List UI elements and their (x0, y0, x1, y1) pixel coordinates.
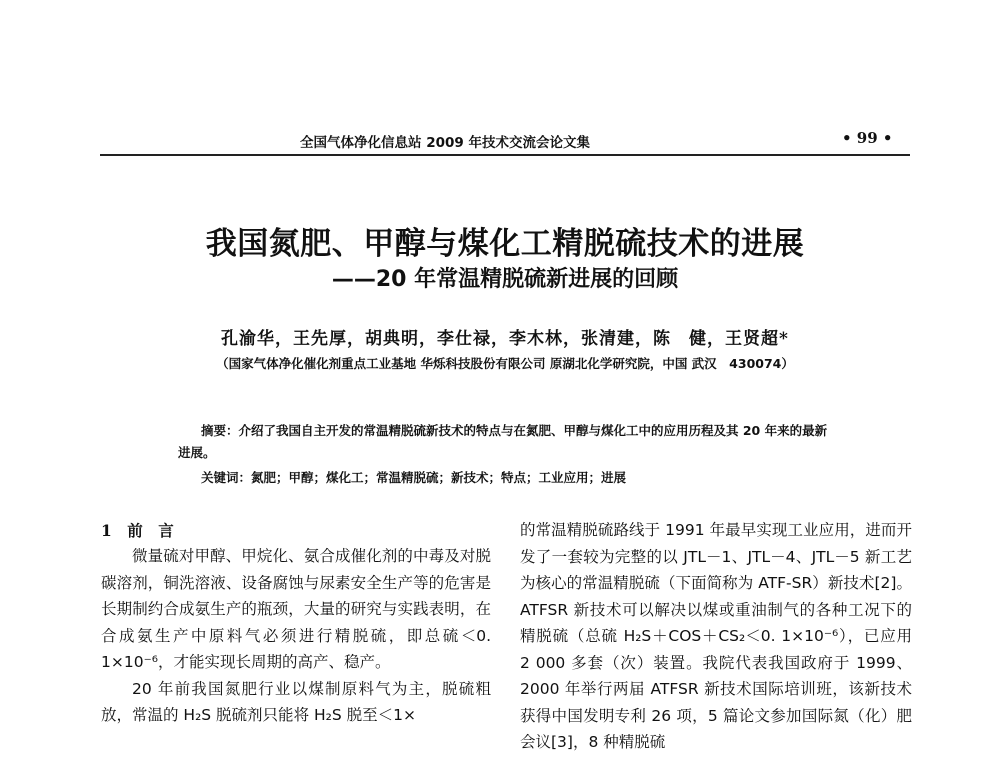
abstract: 摘要：介绍了我国自主开发的常温精脱硫新技术的特点与在氮肥、甲醇与煤化工中的应用历程及其 20 年来的最新进展。 (178, 423, 828, 460)
header-rule (100, 154, 910, 156)
paragraph: 20 年前我国氮肥行业以煤制原料气为主，脱硫粗放，常温的 H₂S 脱硫剂只能将 H₂S 脱至＜1× (101, 679, 491, 724)
section-heading: 1 前 言 (101, 521, 174, 540)
left-column (101, 543, 491, 729)
paper-title: 我国氮肥、甲醇与煤化工精脱硫技术的进展 (205, 226, 805, 262)
paper-subtitle: ——20 年常温精脱硫新进展的回顾 (331, 267, 679, 292)
running-header: 全国气体净化信息站 2009 年技术交流会论文集 (300, 135, 590, 151)
author-list: 孔渝华，王先厚，胡典明，李仕禄，李木林，张清建，陈 健，王贤超* (221, 329, 789, 349)
right-column (520, 517, 912, 756)
affiliation: （国家气体净化催化剂重点工业基地 华烁科技股份有限公司 原湖北化学研究院，中国 武汉 430074） (216, 356, 794, 371)
page-number: • 99 • (842, 129, 893, 147)
paragraph: 的常温精脱硫路线于 1991 年最早实现工业应用，进而开发了一套较为完整的以 JTL－1、JTL－4、JTL－5 新工艺为核心的常温精脱硫（下面简称为 ATF-SR）新技术[2]。ATFSR 新技术可以解决以煤或重油制气的各种工况下的精脱硫（总硫 H₂S＋COS＋CS₂＜0. 1×10⁻⁶），已应用 2 000 多套（次）装置。我院代表我国政府于 1999、2000 年举行两届 ATFSR 新技术国际培训班，该新技术获得中国发明专利 26 项，5 篇论文参加国际氮（化）肥会议[3]，8 种精脱硫 (520, 521, 912, 751)
keywords: 关键词：氮肥；甲醇；煤化工；常温精脱硫；新技术；特点；工业应用；进展 (201, 470, 627, 485)
paragraph: 微量硫对甲醇、甲烷化、氨合成催化剂的中毒及对脱碳溶剂，铜洗溶液、设备腐蚀与尿素安全生产等的危害是长期制约合成氨生产的瓶颈，大量的研究与实践表明，在合成氨生产中原料气必须进行精脱硫，即总硫＜0. 1×10⁻⁶，才能实现长周期的高产、稳产。 (101, 547, 491, 671)
